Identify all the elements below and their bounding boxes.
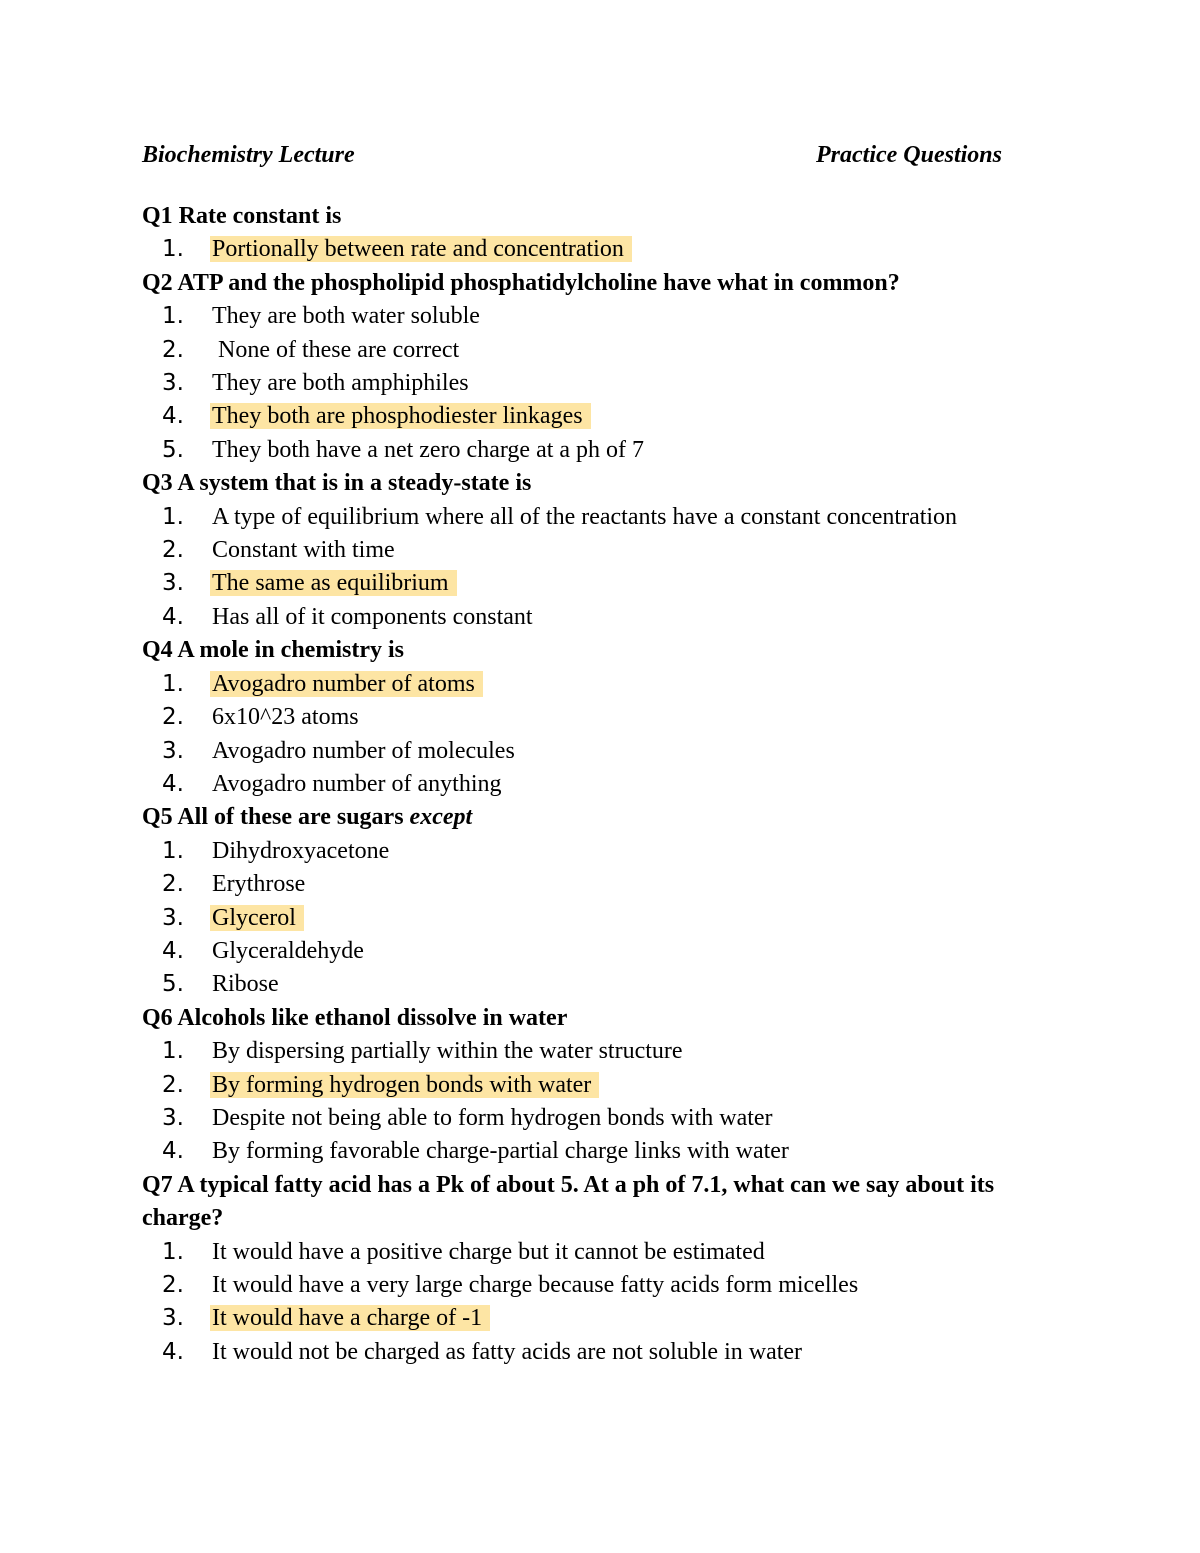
option-number: 2. [162,1272,184,1298]
option-number: 5. [162,436,184,463]
option-number: 3. [162,1104,184,1131]
answer-option [142,668,1072,701]
highlighted-answer-text: It would have a charge of -1 [210,1305,490,1331]
option-text: Avogadro number of anything [212,770,502,797]
question-label: Q1 Rate constant is [142,203,342,229]
answer-option [142,1336,1072,1369]
option-text: They are both water soluble [212,303,480,330]
question-block [142,1002,1072,1169]
answer-options [142,835,1072,1002]
header-course-title: Biochemistry Lecture [142,142,355,168]
answer-option [142,534,1072,567]
answer-option [142,1302,1072,1335]
question-label: Q6 Alcohols like ethanol dissolve in water [142,1004,568,1031]
option-number: 4. [162,770,184,797]
option-number: 4. [162,403,184,430]
question-block [142,801,1072,1001]
question-block [142,634,1072,801]
answer-option [142,601,1072,634]
answer-option [142,233,1072,266]
answer-options [142,1035,1072,1169]
option-text: None of these are correct [212,336,460,363]
answer-option [142,367,1072,400]
question-block [142,200,1072,267]
question-label: Q5 All of these are sugars [142,804,410,831]
answer-option [142,701,1072,734]
option-text: Constant with time [212,537,395,564]
option-text: A type of equilibrium where all of the reactants have a constant concentration [212,503,958,530]
answer-options [142,233,1072,266]
answer-options [142,501,1072,635]
answer-options [142,668,1072,802]
option-number: 3. [162,904,184,931]
option-text: Ribose [212,971,279,998]
answer-option [142,902,1072,935]
option-number: 4. [162,603,184,630]
question-text [142,801,1072,834]
question-text [142,1169,1072,1236]
answer-option [142,1269,1072,1302]
option-text: Despite not being able to form hydrogen bonds with water [212,1104,773,1131]
option-text: They both have a net zero charge at a ph of 7 [212,436,645,463]
highlighted-answer-text: Avogadro number of atoms [210,671,483,697]
highlighted-answer-text: By forming hydrogen bonds with water [210,1072,599,1098]
answer-option [142,1069,1072,1102]
option-number: 2. [162,1071,184,1098]
question-text [142,200,1072,233]
answer-option [142,835,1072,868]
option-text: By dispersing partially within the water structure [212,1038,683,1065]
option-number: 3. [162,737,184,764]
answer-option [142,567,1072,600]
highlighted-answer-text: Glycerol [210,905,304,931]
question-list [142,200,1072,1369]
page-header [142,142,1002,176]
answer-options [142,300,1072,467]
option-text: It would not be charged as fatty acids are not soluble in water [212,1338,803,1365]
option-number: 5. [162,971,184,998]
answer-option [142,501,1072,534]
question-block [142,1169,1072,1369]
option-number: 1. [162,303,184,330]
option-number: 1. [162,1038,184,1065]
question-block [142,267,1072,467]
option-number: 1. [162,503,184,530]
option-text: By forming favorable charge-partial charge links with water [212,1138,789,1165]
option-number: 1. [162,670,184,697]
question-block [142,467,1072,634]
option-number: 3. [162,370,184,397]
option-text: They are both amphiphiles [212,370,469,397]
highlighted-answer-text: The same as equilibrium [210,570,457,596]
answer-option [142,935,1072,968]
answer-option [142,1135,1072,1168]
option-number: 3. [162,570,184,597]
question-label: Q4 A mole in chemistry is [142,637,404,664]
option-text: 6x10^23 atoms [212,704,359,731]
option-number: 4. [162,1338,184,1365]
question-label: Q7 A typical fatty acid has a Pk of about 5. At a ph of 7.1, what can we say about its charge? [142,1171,995,1232]
answer-option [142,434,1072,467]
option-number: 2. [162,336,184,363]
option-text: It would have a positive charge but it cannot be estimated [212,1238,765,1265]
option-number: 1. [162,1238,184,1265]
answer-option [142,400,1072,433]
question-text [142,467,1072,500]
question-text [142,267,1072,300]
answer-option [142,768,1072,801]
option-number: 2. [162,871,184,898]
header-section-title: Practice Questions [816,142,1002,168]
question-label: Q3 A system that is in a steady-state is [142,470,532,497]
option-text: Erythrose [212,871,306,898]
option-text: It would have a very large charge because fatty acids form micelles [212,1272,859,1298]
option-text: Glyceraldehyde [212,937,364,964]
option-text: Dihydroxyacetone [212,837,390,864]
question-text [142,1002,1072,1035]
highlighted-answer-text: Portionally between rate and concentration [210,236,632,262]
answer-option [142,735,1072,768]
answer-option [142,1035,1072,1068]
option-text: Avogadro number of molecules [212,737,515,764]
answer-option [142,300,1072,333]
question-emphasis: except [409,804,473,831]
option-number: 1. [162,236,184,263]
answer-option [142,868,1072,901]
answer-option [142,968,1072,1001]
highlighted-answer-text: They both are phosphodiester linkages [210,403,591,429]
option-number: 4. [162,937,184,964]
answer-option [142,1102,1072,1135]
question-label: Q2 ATP and the phospholipid phosphatidylcholine have what in common? [142,269,900,296]
option-number: 3. [162,1305,184,1332]
option-number: 2. [162,537,184,564]
option-text: Has all of it components constant [212,603,533,630]
option-number: 2. [162,704,184,731]
answer-option [142,334,1072,367]
option-number: 1. [162,837,184,864]
option-number: 4. [162,1138,184,1165]
question-text [142,634,1072,667]
answer-options [142,1236,1072,1370]
answer-option [142,1236,1072,1269]
